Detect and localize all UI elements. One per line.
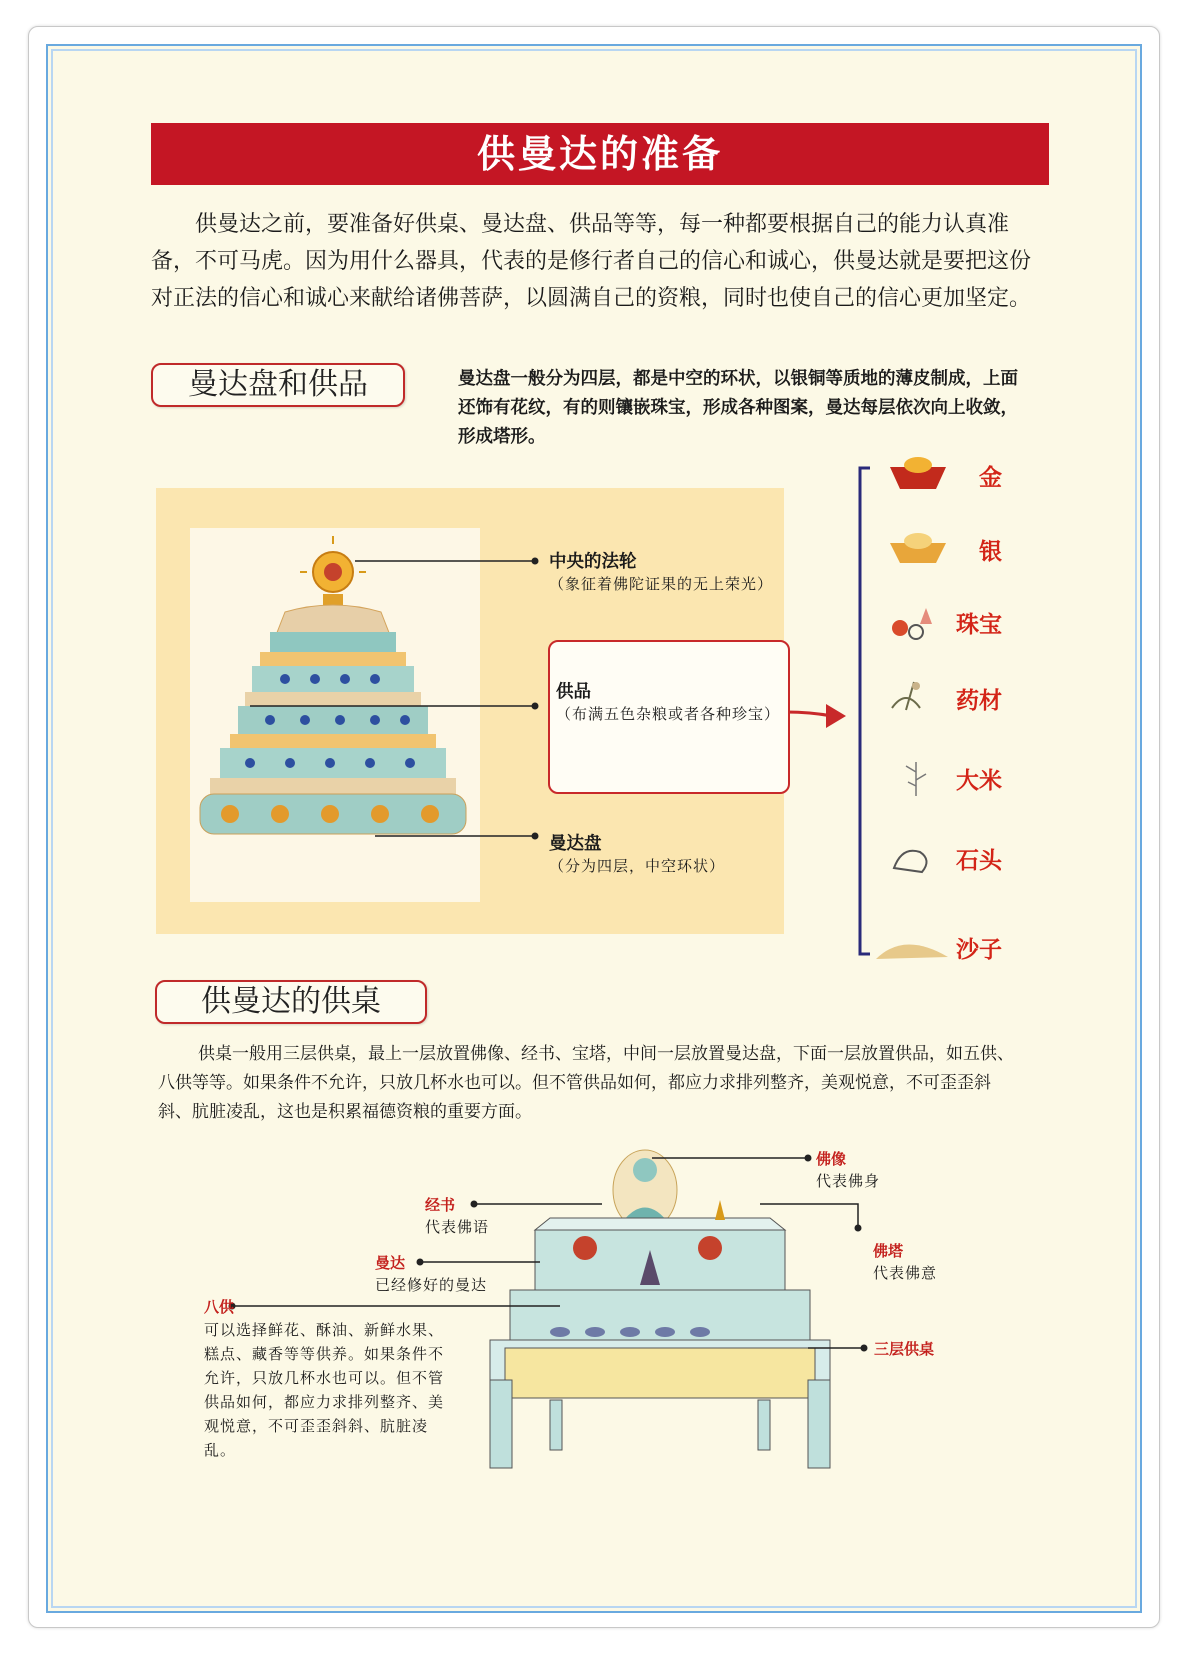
annotation-eight-offerings — [204, 1296, 444, 1462]
offering-label: 药材 — [956, 688, 1002, 714]
offering-label: 银 — [979, 539, 1002, 565]
page-title: 供曼达的准备 — [476, 132, 723, 176]
offering-label: 珠宝 — [956, 612, 1002, 638]
annotation-scripture-subtitle: 代表佛语 — [425, 1218, 490, 1236]
section-label-table: 供曼达的供桌 — [155, 980, 427, 1024]
offering-label: 大米 — [956, 768, 1002, 794]
callout-plate-title: 曼达盘 — [549, 834, 602, 854]
annotation-stupa-subtitle: 代表佛意 — [873, 1264, 938, 1282]
offering-label: 金 — [979, 465, 1002, 491]
offering-label: 沙子 — [956, 937, 1002, 963]
callout-offerings-title: 供品 — [556, 682, 591, 702]
annotation-three-tier-table — [874, 1338, 934, 1360]
annotation-scripture — [425, 1194, 489, 1238]
callout-dharma-wheel-subtitle: （象征着佛陀证果的无上荣光） — [549, 575, 774, 593]
intro-paragraph: 供曼达之前，要准备好供桌、曼达盘、供品等等，每一种都要根据自己的能力认真准备，不可马虎。因为用什么器具，代表的是修行者自己的信心和诚心，供曼达就是要把这份对正法的信心和诚心来献给诸佛菩萨，以圆满自己的资粮，同时也使自己的信心更加坚定。 — [151, 212, 1032, 311]
annotation-mandala-subtitle: 已经修好的曼达 — [375, 1276, 488, 1294]
mandala-description: 曼达盘一般分为四层，都是中空的环状，以银铜等质地的薄皮制成，上面还饰有花纹，有的则镶嵌珠宝，形成各种图案，曼达每层依次向上收敛，形成塔形。 — [458, 369, 1018, 447]
annotation-mandala-title: 曼达 — [375, 1254, 406, 1272]
section-label-mandala: 曼达盘和供品 — [151, 363, 405, 407]
callout-dharma-wheel-title: 中央的法轮 — [549, 552, 637, 572]
annotation-stupa-title: 佛塔 — [873, 1242, 904, 1260]
callout-plate-subtitle: （分为四层，中空环状） — [549, 857, 726, 875]
annotation-buddha-title: 佛像 — [816, 1150, 847, 1168]
annotation-buddha — [816, 1148, 880, 1192]
offering-label: 石头 — [956, 848, 1002, 874]
annotation-buddha-subtitle: 代表佛身 — [816, 1172, 881, 1190]
callout-offerings-subtitle: （布满五色杂粮或者各种珍宝） — [556, 705, 781, 723]
annotation-eight-offerings-subtitle: 可以选择鲜花、酥油、新鲜水果、糕点、藏香等等供养。如果条件不允许，只放几杯水也可以。但不管供品如何，都应力求排列整齐、美观悦意，不可歪歪斜斜、肮脏凌乱。 — [204, 1321, 445, 1459]
annotation-scripture-title: 经书 — [425, 1196, 456, 1214]
table-description: 供桌一般用三层供桌，最上一层放置佛像、经书、宝塔，中间一层放置曼达盘，下面一层放置供品，如五供、八供等等。如果条件不允许，只放几杯水也可以。但不管供品如何，都应力求排列整齐，美观悦意，不可歪歪斜斜、肮脏凌乱，这也是积累福德资粮的重要方面。 — [158, 1044, 1014, 1122]
annotation-eight-offerings-title: 八供 — [204, 1298, 235, 1316]
annotation-mandala — [375, 1252, 487, 1296]
annotation-three-tier-table-title: 三层供桌 — [874, 1340, 935, 1358]
annotation-stupa — [873, 1240, 937, 1284]
